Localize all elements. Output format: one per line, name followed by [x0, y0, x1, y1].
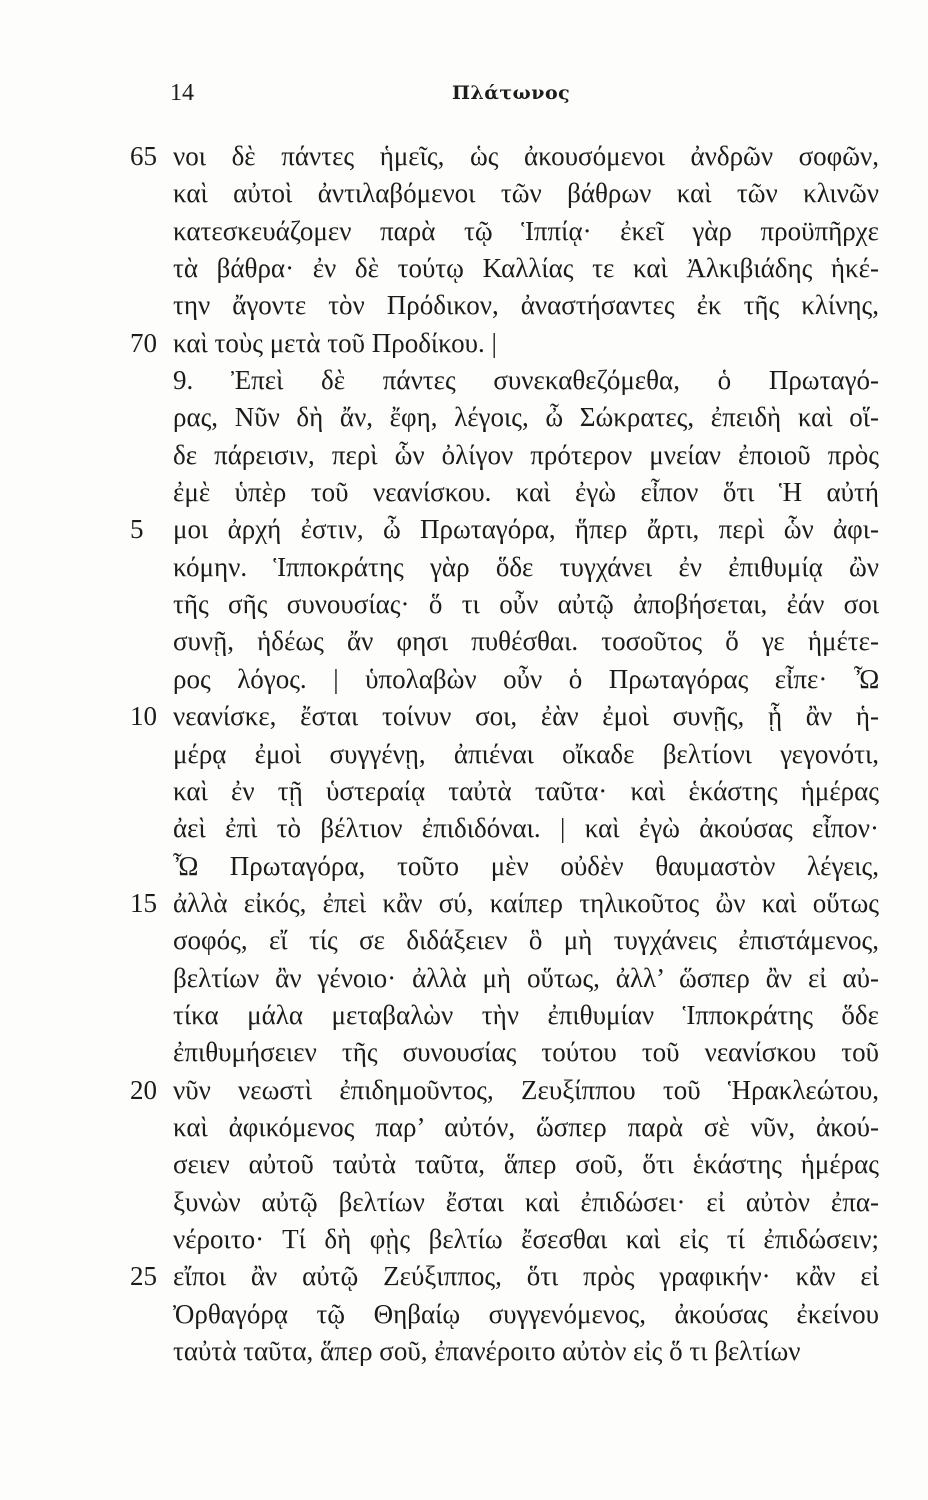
- text-line: [0, 1258, 928, 1295]
- line-text: ἀεὶ ἐπὶ τὸ βέλτιον ἐπιδιδόναι. | καὶ ἐγὼ ἀκούσας εἶπον·: [173, 813, 879, 844]
- line-text: νοι δὲ πάντες ἡμεῖς, ὡς ἀκουσόμενοι ἀνδρῶν σοφῶν,: [173, 141, 879, 171]
- text-line: [0, 1034, 928, 1071]
- line-text: νέροιτο· Τί δὴ φῂς βελτίω ἔσεσθαι καὶ εἰς τί ἐπιδώσειν;: [173, 1223, 879, 1254]
- text-line: [0, 1184, 928, 1221]
- line-text: καὶ τοὺς μετὰ τοῦ Προδίκου. |: [173, 327, 497, 358]
- line-text: σοφός, εἴ τίς σε διδάξειεν ὃ μὴ τυγχάνεις ἐπιστάμενος,: [173, 925, 879, 956]
- line-text: τὰ βάθρα· ἐν δὲ τούτῳ Καλλίας τε καὶ Ἀλκιβιάδης ἡκέ-: [173, 253, 879, 284]
- line-text: δε πάρεισιν, περὶ ὧν ὀλίγον πρότερον μνείαν ἐποιοῦ πρὸς: [173, 439, 879, 470]
- line-text: καὶ ἀφικόμενος παρ’ αὐτόν, ὥσπερ παρὰ σὲ νῦν, ἀκού-: [173, 1111, 879, 1142]
- text-line: [0, 586, 928, 623]
- line-text: τίκα μάλα μεταβαλὼν τὴν ἐπιθυμίαν Ἱπποκράτης ὅδε: [173, 999, 879, 1030]
- text-line: [0, 1333, 928, 1370]
- text-line: [0, 437, 928, 474]
- line-number: 15: [130, 887, 157, 918]
- text-line: [0, 736, 928, 773]
- text-line: [0, 922, 928, 959]
- line-text: κατεσκευάζομεν παρὰ τῷ Ἱππίᾳ· ἐκεῖ γὰρ προϋπῆρχε: [173, 215, 879, 246]
- text-line: [0, 1221, 928, 1258]
- text-line: [0, 810, 928, 847]
- line-text: μοι ἀρχή ἐστιν, ὦ Πρωταγόρα, ἥπερ ἄρτι, περὶ ὧν ἀφι-: [173, 514, 879, 545]
- line-text: νεανίσκε, ἔσται τοίνυν σοι, ἐὰν ἐμοὶ συνῇς, ᾗ ἂν ἡ-: [173, 701, 879, 732]
- text-line: [0, 287, 928, 324]
- line-text: ρας, Νῦν δὴ ἄν, ἔφη, λέγοις, ὦ Σώκρατες, ἐπειδὴ καὶ οἵ-: [173, 402, 879, 433]
- text-line: [0, 511, 928, 548]
- line-text: ἐπιθυμήσειεν τῆς συνουσίας τούτου τοῦ νεανίσκου τοῦ: [173, 1037, 879, 1068]
- line-number: 10: [130, 701, 157, 732]
- text-line: [0, 848, 928, 885]
- text-line: [0, 1072, 928, 1109]
- greek-text-body: [0, 138, 928, 1370]
- line-text: συνῇ, ἡδέως ἄν φησι πυθέσθαι. τοσοῦτος ὅ γε ἡμέτε-: [173, 626, 879, 657]
- text-line: [0, 362, 928, 399]
- line-text: Ὦ Πρωταγόρα, τοῦτο μὲν οὐδὲν θαυμαστὸν λέγεις,: [173, 850, 879, 881]
- text-line: [0, 661, 928, 698]
- line-number: 5: [130, 514, 144, 545]
- line-text: Ὀρθαγόρᾳ τῷ Θηβαίῳ συγγενόμενος, ἀκούσας ἐκείνου: [173, 1298, 879, 1329]
- text-line: [0, 175, 928, 212]
- text-line: [0, 1109, 928, 1146]
- line-text: ἐμὲ ὑπὲρ τοῦ νεανίσκου. καὶ ἐγὼ εἶπον ὅτι Ἡ αὐτή: [173, 477, 879, 508]
- running-title: Πλάτωνος: [452, 82, 571, 104]
- text-line: [0, 997, 928, 1034]
- text-line: [0, 399, 928, 436]
- text-line: [0, 138, 928, 175]
- page-number: 14: [170, 80, 194, 106]
- line-text: μέρᾳ ἐμοὶ συγγένῃ, ἀπιέναι οἴκαδε βελτίονι γεγονότι,: [173, 738, 879, 769]
- line-number: 65: [130, 141, 157, 171]
- text-line: [0, 773, 928, 810]
- line-text: καὶ αὐτοὶ ἀντιλαβόμενοι τῶν βάθρων καὶ τῶν κλινῶν: [173, 178, 879, 209]
- line-text: καὶ ἐν τῇ ὑστεραίᾳ ταὐτὰ ταῦτα· καὶ ἑκάστης ἡμέρας: [173, 775, 879, 806]
- text-line: [0, 474, 928, 511]
- line-text: την ἄγοντε τὸν Πρόδικον, ἀναστήσαντες ἐκ τῆς κλίνης,: [173, 290, 879, 321]
- text-line: [0, 698, 928, 735]
- line-text: 9. Ἐπεὶ δὲ πάντες συνεκαθεζόμεθα, ὁ Πρωταγό-: [173, 365, 879, 396]
- text-line: [0, 1296, 928, 1333]
- line-text: εἴποι ἂν αὐτῷ Ζεύξιππος, ὅτι πρὸς γραφικήν· κἂν εἰ: [173, 1261, 879, 1292]
- text-line: [0, 623, 928, 660]
- line-number: 70: [130, 327, 157, 358]
- line-number: 25: [130, 1261, 157, 1292]
- line-text: σειεν αὐτοῦ ταὐτὰ ταῦτα, ἅπερ σοῦ, ὅτι ἑκάστης ἡμέρας: [173, 1149, 879, 1180]
- line-text: νῦν νεωστὶ ἐπιδημοῦντος, Ζευξίππου τοῦ Ἡρακλεώτου,: [173, 1074, 879, 1105]
- text-line: [0, 960, 928, 997]
- line-text: ξυνὼν αὐτῷ βελτίων ἔσται καὶ ἐπιδώσει· εἰ αὐτὸν ἐπα-: [173, 1186, 879, 1217]
- page-header: [0, 80, 928, 110]
- text-line: [0, 549, 928, 586]
- line-text: τῆς σῆς συνουσίας· ὅ τι οὖν αὐτῷ ἀποβήσεται, ἐάν σοι: [173, 589, 879, 620]
- line-text: ἀλλὰ εἰκός, ἐπεὶ κἂν σύ, καίπερ τηλικοῦτος ὢν καὶ οὕτως: [173, 887, 879, 918]
- text-line: [0, 250, 928, 287]
- line-text: βελτίων ἂν γένοιο· ἀλλὰ μὴ οὕτως, ἀλλ’ ὥσπερ ἂν εἰ αὐ-: [173, 962, 879, 993]
- line-text: ρος λόγος. | ὑπολαβὼν οὖν ὁ Πρωταγόρας εἶπε· Ὦ: [173, 663, 879, 694]
- text-line: [0, 1146, 928, 1183]
- text-line: [0, 213, 928, 250]
- line-number: 20: [130, 1074, 157, 1105]
- line-text: ταὐτὰ ταῦτα, ἅπερ σοῦ, ἐπανέροιτο αὐτὸν εἰς ὅ τι βελτίων: [173, 1336, 801, 1366]
- text-line: [0, 325, 928, 362]
- line-text: κόμην. Ἱπποκράτης γὰρ ὅδε τυγχάνει ἐν ἐπιθυμίᾳ ὢν: [173, 551, 879, 582]
- text-line: [0, 885, 928, 922]
